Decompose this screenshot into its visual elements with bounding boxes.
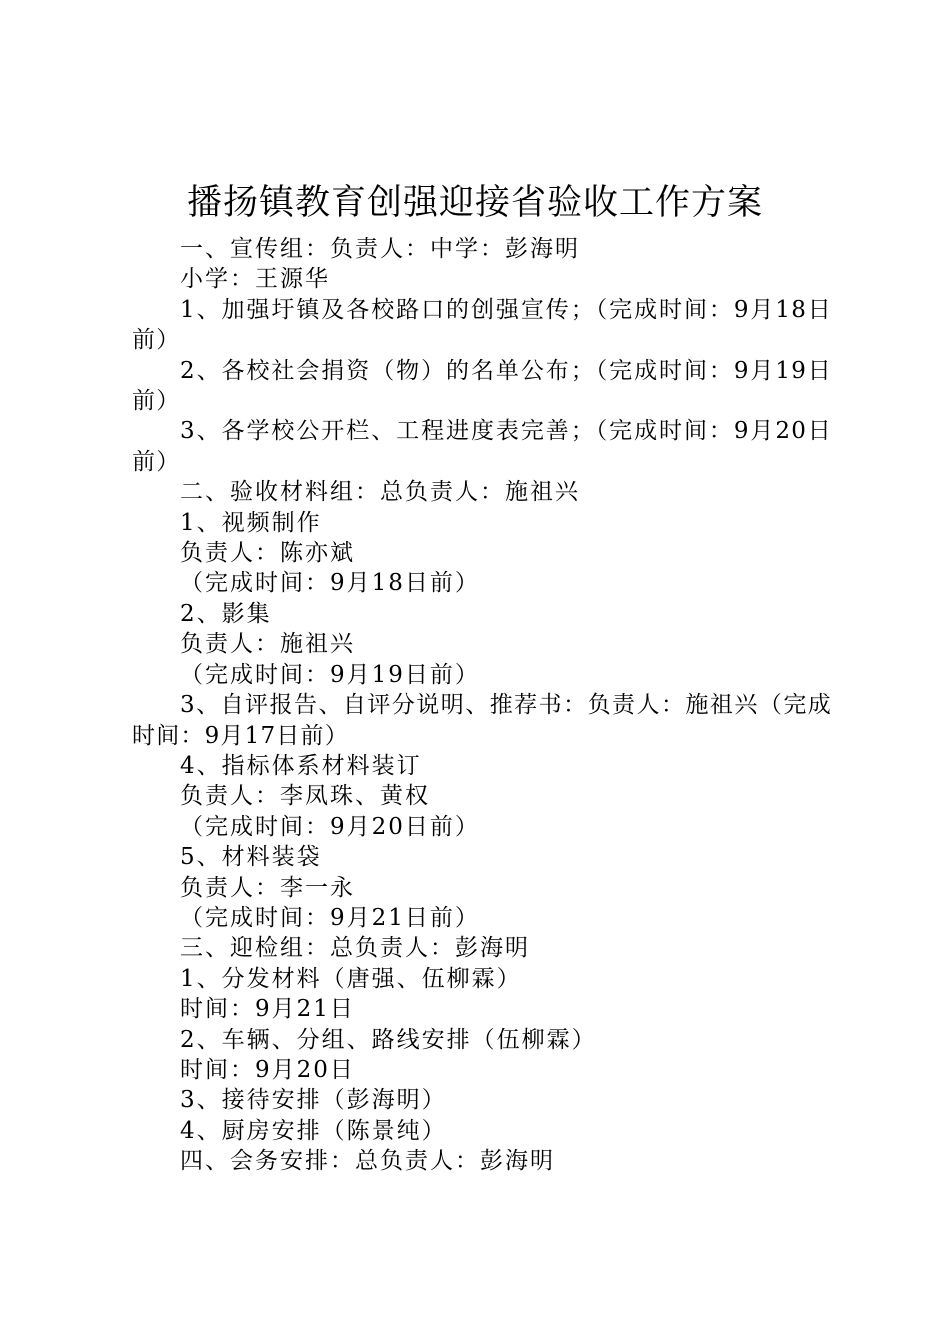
- paragraph-kitchen: 4、厨房安排（陈景纯）: [180, 1117, 447, 1144]
- paragraph-album: 2、影集: [180, 600, 272, 627]
- paragraph-publicity-item-3: 3、各学校公开栏、工程进度表完善；（完成时间：9月20日前）: [132, 418, 832, 475]
- section-heading-materials: 二、验收材料组：总负责人：施祖兴: [180, 479, 580, 506]
- paragraph-vehicles-time: 时间：9月20日: [180, 1056, 355, 1083]
- paragraph-distribute-time: 时间：9月21日: [180, 996, 355, 1023]
- paragraph-distribute: 1、分发材料（唐强、伍柳霖）: [180, 965, 522, 992]
- section-heading-meeting: 四、会务安排：总负责人：彭海明: [180, 1148, 555, 1175]
- paragraph-video: 1、视频制作: [180, 509, 322, 536]
- paragraph-bagging-lead: 负责人：李一永: [180, 874, 355, 901]
- document-body: [132, 234, 832, 1177]
- paragraph-publicity-item-1: 1、加强圩镇及各校路口的创强宣传；（完成时间：9月18日前）: [132, 296, 832, 354]
- paragraph-reception: 3、接待安排（彭海明）: [180, 1087, 447, 1114]
- paragraph-album-deadline: （完成时间：9月19日前）: [180, 661, 480, 688]
- paragraph-binding-lead: 负责人：李凤珠、黄权: [180, 783, 430, 810]
- paragraph-vehicles: 2、车辆、分组、路线安排（伍柳霖）: [180, 1026, 597, 1053]
- section-heading-inspection: 三、迎检组：总负责人：彭海明: [180, 935, 530, 962]
- section-heading-publicity: 一、宣传组：负责人：中学：彭海明: [180, 236, 580, 262]
- paragraph-video-lead: 负责人：陈亦斌: [180, 540, 355, 567]
- paragraph-bagging: 5、材料装袋: [180, 844, 322, 871]
- paragraph-video-deadline: （完成时间：9月18日前）: [180, 570, 480, 597]
- paragraph-primary-lead: 小学：王源华: [180, 266, 330, 293]
- paragraph-binding-deadline: （完成时间：9月20日前）: [180, 813, 480, 840]
- paragraph-publicity-item-2: 2、各校社会捐资（物）的名单公布；（完成时间：9月19日前）: [132, 357, 832, 415]
- paragraph-self-report: 3、自评报告、自评分说明、推荐书：负责人：施祖兴（完成时间：9月17日前）: [132, 692, 832, 749]
- paragraph-bagging-deadline: （完成时间：9月21日前）: [180, 904, 480, 931]
- document-title: 播扬镇教育创强迎接省验收工作方案: [186, 183, 763, 223]
- paragraph-binding: 4、指标体系材料装订: [180, 752, 422, 779]
- paragraph-album-lead: 负责人：施祖兴: [180, 631, 355, 658]
